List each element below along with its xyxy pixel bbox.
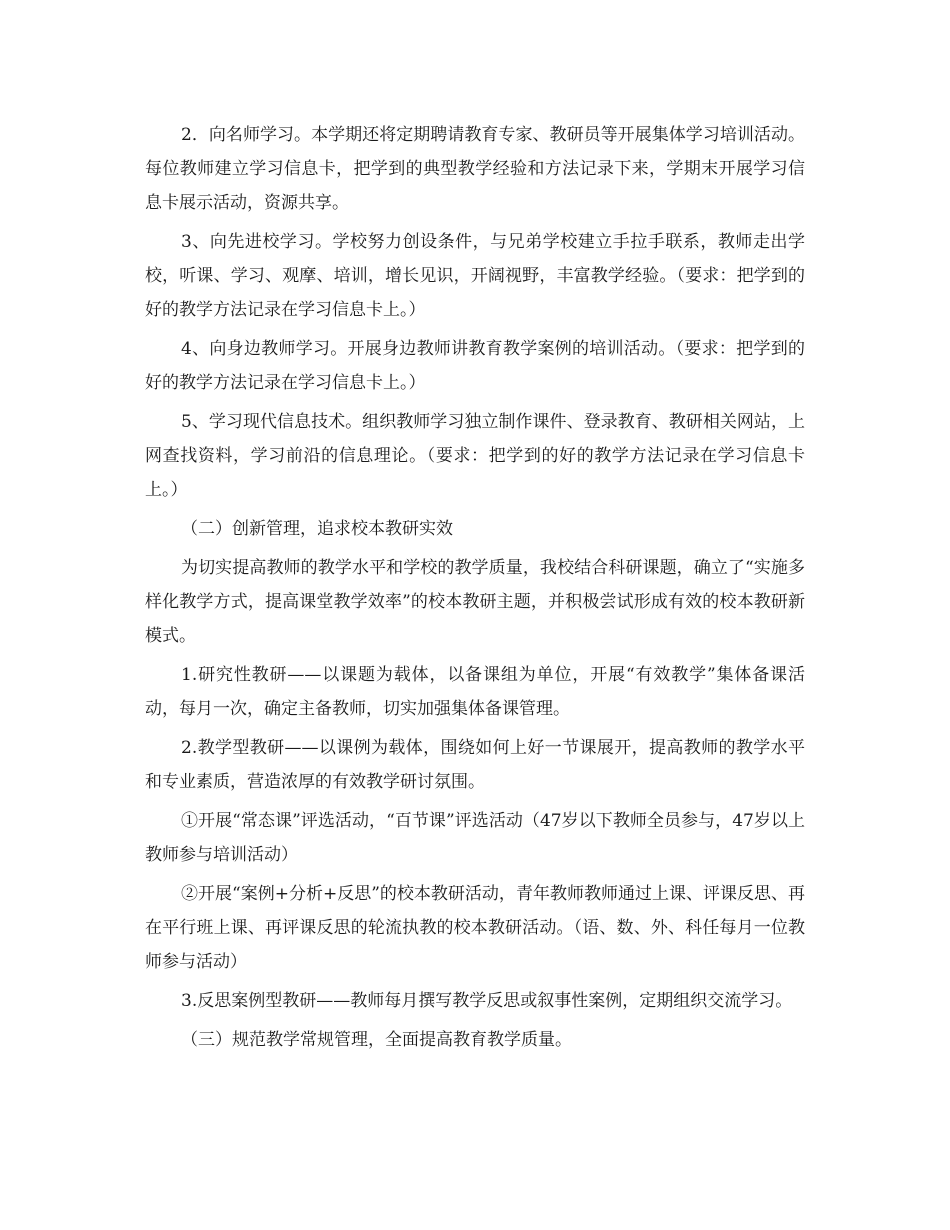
paragraph-learn-from-masters: 2．向名师学习。本学期还将定期聘请教育专家、教研员等开展集体学习培训活动。每位教师建立学习信息卡，把学到的典型教学经验和方法记录下来，学期末开展学习信息卡展示活动，资源共享。 bbox=[145, 125, 805, 213]
paragraph-reflection-case-type: 3.反思案例型教研——教师每月撰写教学反思或叙事性案例，定期组织交流学习。 bbox=[181, 991, 793, 1011]
paragraph-teaching-type: 2.教学型教研——以课例为载体，围绕如何上好一节课展开，提高教师的教学水平和专业素质，营造浓厚的有效教学研讨氛围。 bbox=[145, 738, 805, 792]
paragraph-research-theme: 为切实提高教师的教学水平和学校的教学质量，我校结合科研课题，确立了“实施多样化教学方式，提高课堂教学效率”的校本教研主题，并积极尝试形成有效的校本教研新模式。 bbox=[145, 558, 805, 646]
document-body bbox=[145, 118, 805, 1062]
paragraph-case-analysis-reflection: ②开展“案例+分析+反思”的校本教研活动，青年教师教师通过上课、评课反思、再在平行班上课、再评课反思的轮流执教的校本教研活动。（语、数、外、科任每月一位教师参与活动） bbox=[145, 884, 805, 972]
section-heading-innovative-management: （二）创新管理，追求校本教研实效 bbox=[181, 519, 453, 539]
paragraph-learn-it-skills: 5、学习现代信息技术。组织教师学习独立制作课件、登录教育、教研相关网站，上网查找资料，学习前沿的信息理论。（要求：把学到的好的教学方法记录在学习信息卡上。） bbox=[145, 412, 805, 500]
paragraph-research-type: 1.研究性教研——以课题为载体，以备课组为单位，开展“有效教学”集体备课活动，每月一次，确定主备教师，切实加强集体备课管理。 bbox=[145, 665, 805, 719]
paragraph-regular-class-selection: ①开展“常态课”评选活动，“百节课”评选活动（47岁以下教师全员参与，47岁以上教师参与培训活动） bbox=[145, 811, 805, 865]
section-heading-regulate-teaching: （三）规范教学常规管理，全面提高教育教学质量。 bbox=[181, 1030, 572, 1050]
paragraph-learn-from-colleagues: 4、向身边教师学习。开展身边教师讲教育教学案例的培训活动。（要求：把学到的好的教学方法记录在学习信息卡上。） bbox=[145, 339, 805, 393]
paragraph-learn-from-advanced-schools: 3、向先进校学习。学校努力创设条件，与兄弟学校建立手拉手联系，教师走出学校，听课、学习、观摩、培训，增长见识，开阔视野，丰富教学经验。（要求：把学到的好的教学方法记录在学习信息卡上。） bbox=[145, 232, 805, 320]
